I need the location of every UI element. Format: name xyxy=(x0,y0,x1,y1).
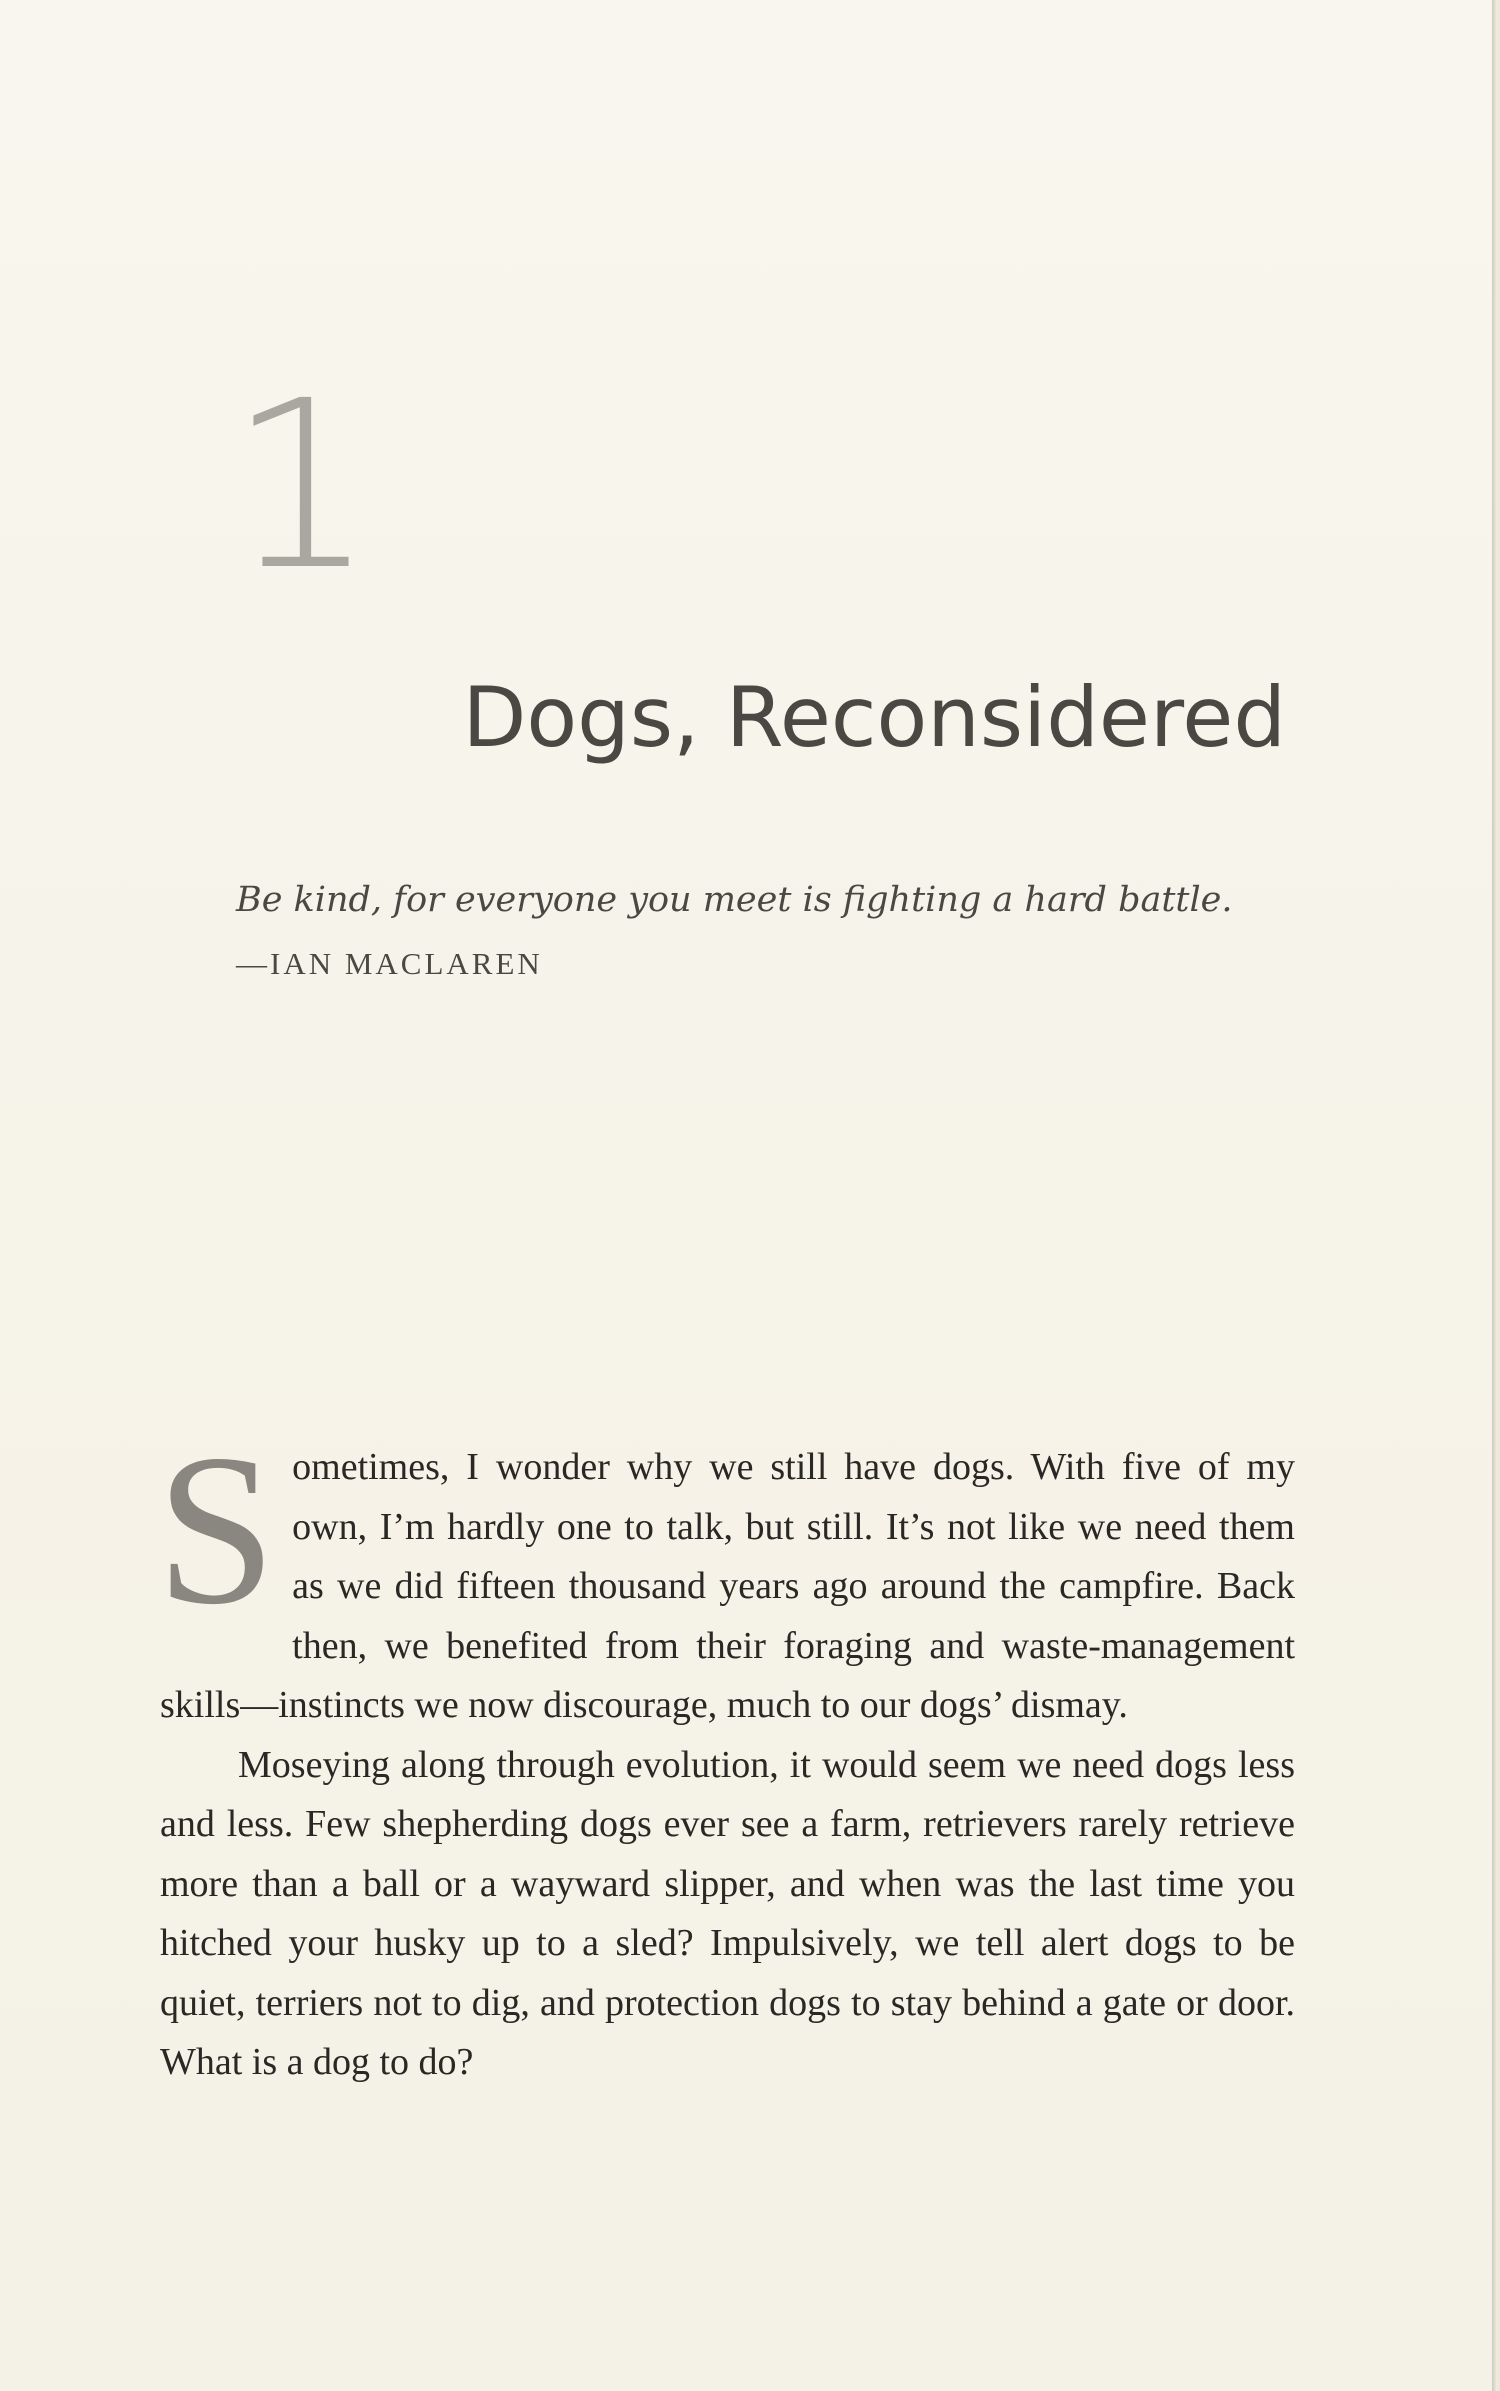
body-text xyxy=(156,1410,1295,2093)
epigraph-attribution: —IAN MACLAREN xyxy=(236,945,543,981)
paragraph-2: Moseying along through evolution, it would seem we need dogs less and less. Few shepherding dogs ever see a farm, retrievers rarely retrieve more than a ball or a wayward slipper, and when was the last time you hitched your husky up to a sled? Impulsively, we tell alert dogs to be quiet, terriers not to dig, and protection dogs to stay behind a gate or door. What is a dog to do? xyxy=(160,1743,1295,2083)
paragraph-1-text: ometimes, I wonder why we still have dogs. With five of my own, I’m hardly one to talk, but still. It’s not like we need them as we did fifteen thousand years ago around the campfire. Back then, we benefited from their foraging and waste-management skills—instincts we now discourage, much to our dogs’ dismay. xyxy=(160,1446,1295,1726)
drop-cap: S xyxy=(156,1410,277,1649)
page-edge xyxy=(1492,0,1500,2391)
chapter-title: Dogs, Reconsidered xyxy=(462,669,1286,766)
epigraph-quote: Be kind, for everyone you meet is fighting a hard battle. xyxy=(236,880,1233,920)
chapter-number: 1 xyxy=(228,351,376,621)
paragraph-1 xyxy=(156,1410,1295,1736)
epigraph xyxy=(236,878,1286,984)
